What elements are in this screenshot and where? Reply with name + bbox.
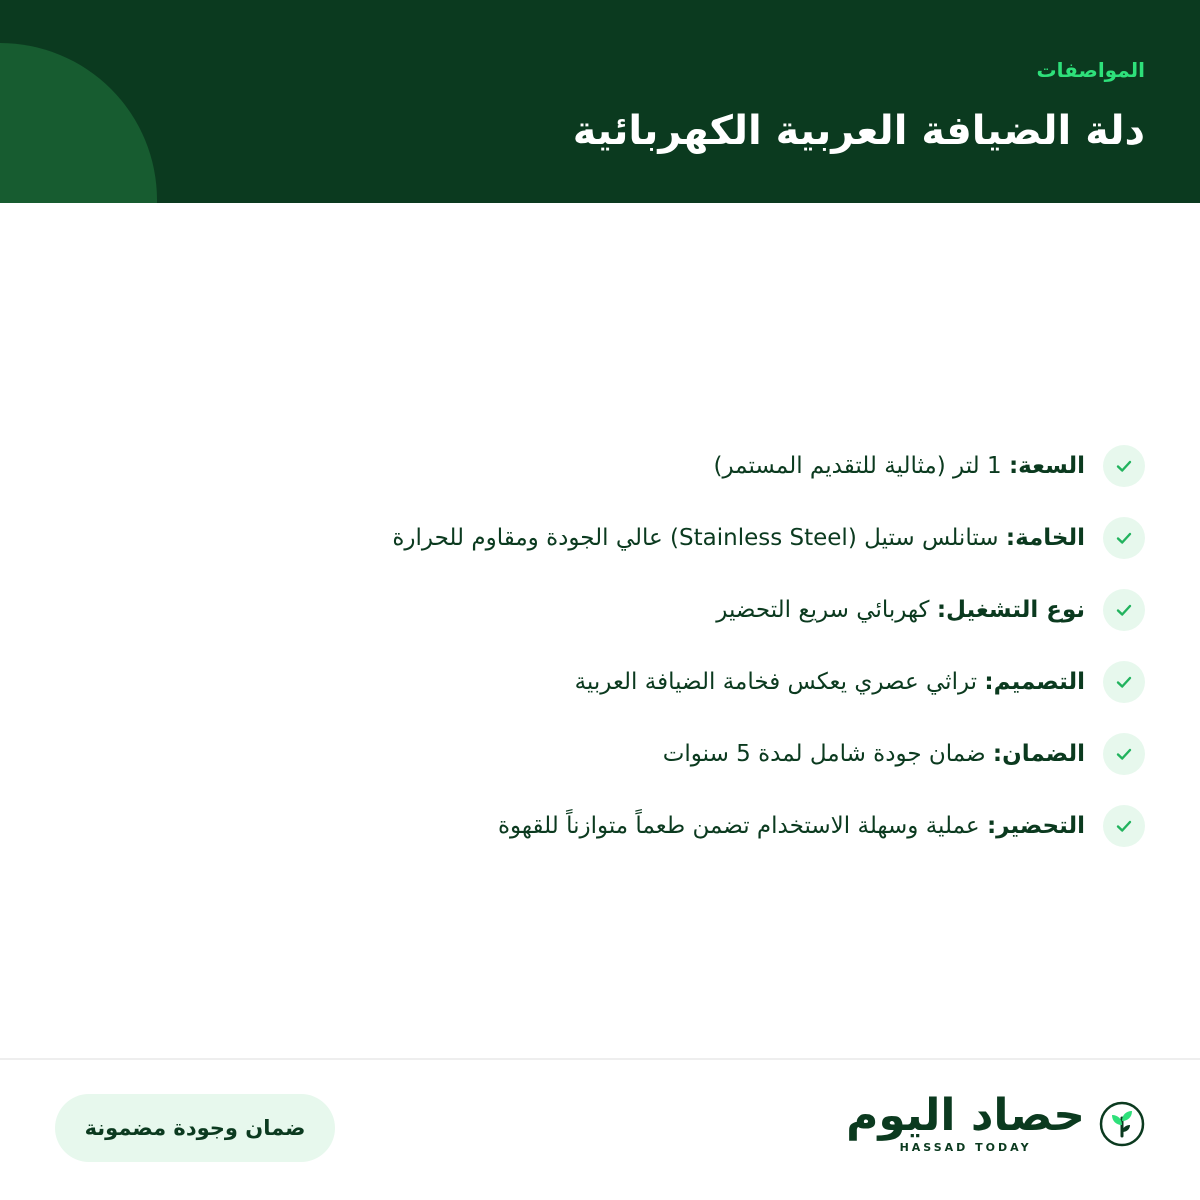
- sprout-icon: [1099, 1101, 1145, 1147]
- footer-divider: [0, 1058, 1200, 1060]
- spec-value: ستانلس ستيل (Stainless Steel) عالي الجودة ومقاوم للحرارة: [392, 525, 1006, 551]
- spec-value: عملية وسهلة الاستخدام تضمن طعماً متوازناً للقهوة: [497, 813, 987, 839]
- check-icon: [1103, 733, 1145, 775]
- spec-value: كهربائي سريع التحضير: [716, 597, 937, 623]
- specs-list: [55, 430, 1145, 862]
- spec-key: السعة:: [1008, 453, 1085, 479]
- brand-subtitle: HASSAD TODAY: [899, 1141, 1032, 1154]
- spec-key: التصميم:: [984, 669, 1085, 695]
- spec-key: التحضير:: [986, 813, 1085, 839]
- spec-key: الخامة:: [1005, 525, 1085, 551]
- section-eyebrow: المواصفات: [1036, 58, 1145, 82]
- spec-item-preparation: [55, 790, 1145, 862]
- spec-item-operation: [55, 574, 1145, 646]
- spec-key: نوع التشغيل:: [936, 597, 1085, 623]
- spec-value: ضمان جودة شامل لمدة 5 سنوات: [662, 741, 993, 767]
- check-icon: [1103, 805, 1145, 847]
- spec-item-design: [55, 646, 1145, 718]
- spec-text: [392, 525, 1085, 551]
- decorative-circle: [0, 43, 157, 203]
- spec-text: [575, 669, 1085, 695]
- spec-item-capacity: [55, 430, 1145, 502]
- spec-item-material: [55, 502, 1145, 574]
- spec-text: [713, 453, 1085, 479]
- spec-text: [663, 741, 1085, 767]
- check-icon: [1103, 517, 1145, 559]
- spec-value: تراثي عصري يعكس فخامة الضيافة العربية: [574, 669, 985, 695]
- page-title: دلة الضيافة العربية الكهربائية: [572, 108, 1145, 154]
- spec-text: [498, 813, 1085, 839]
- spec-key: الضمان:: [992, 741, 1085, 767]
- spec-value: 1 لتر (مثالية للتقديم المستمر): [713, 453, 1009, 479]
- check-icon: [1103, 445, 1145, 487]
- spec-item-warranty: [55, 718, 1145, 790]
- brand-logo: [846, 1090, 1145, 1154]
- check-icon: [1103, 661, 1145, 703]
- check-icon: [1103, 589, 1145, 631]
- quality-badge: ضمان وجودة مضمونة: [55, 1094, 335, 1162]
- brand-name: حصاد اليوم: [846, 1090, 1085, 1141]
- spec-text: [716, 597, 1085, 623]
- header-banner: [0, 0, 1200, 203]
